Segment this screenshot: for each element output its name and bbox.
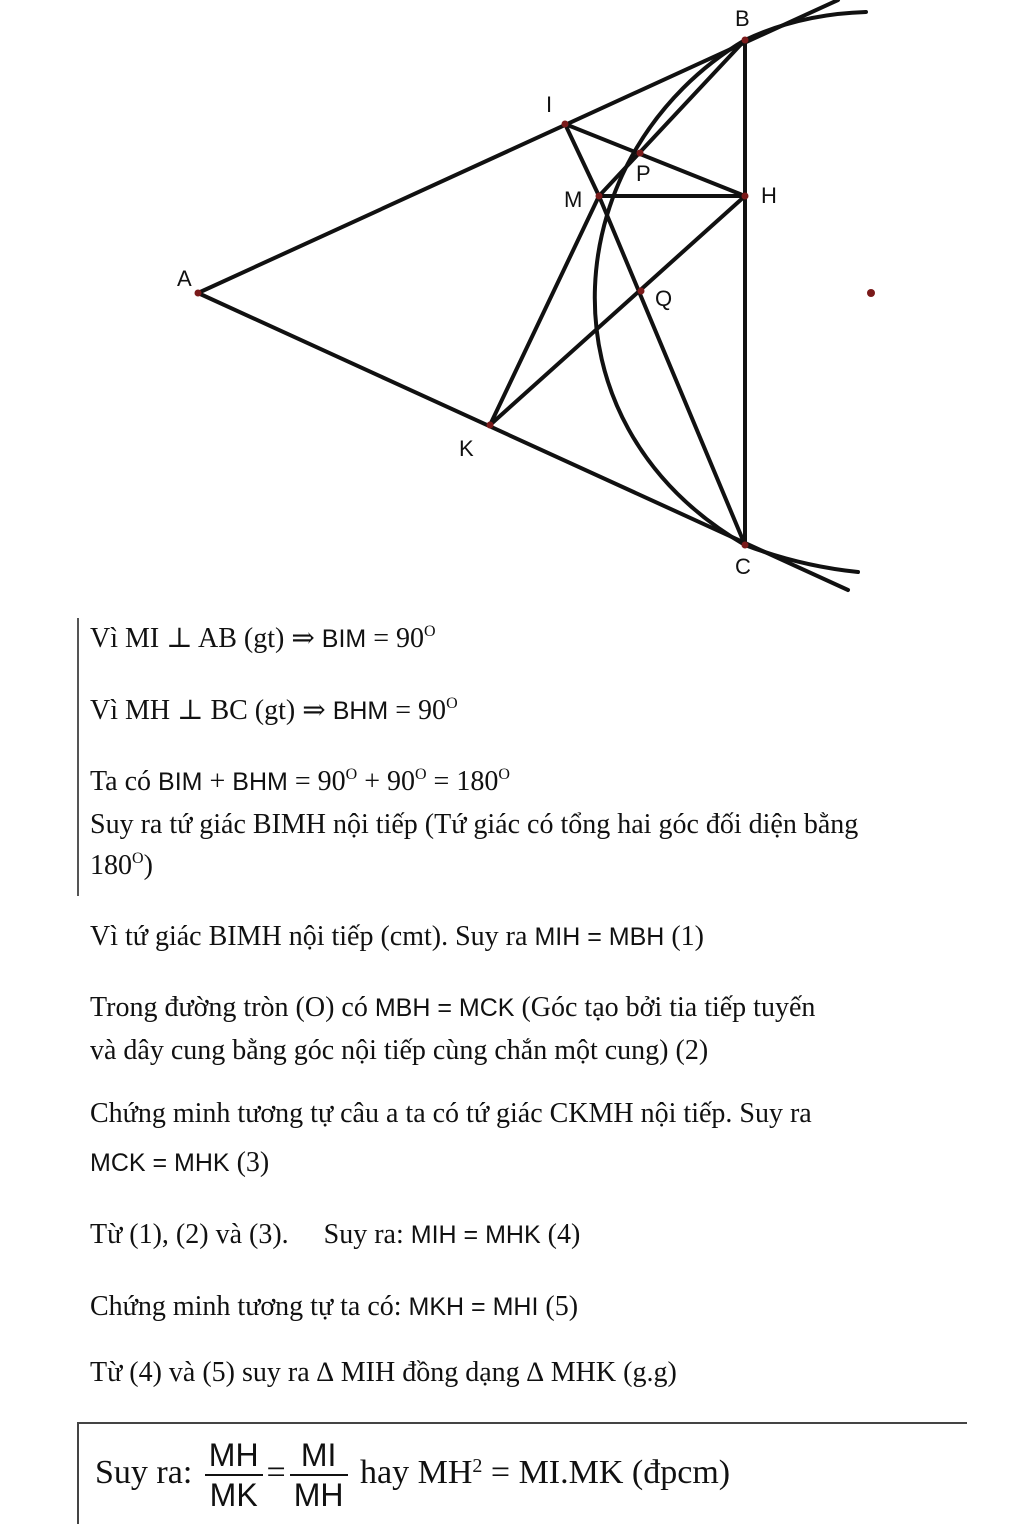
point-K xyxy=(487,422,494,429)
label-B: B xyxy=(735,6,750,31)
fraction-MH-MK: $\frac{MH}{MK}$ xyxy=(205,1436,263,1514)
proof-line-4: Suy ra tứ giác BIMH nội tiếp (Tứ giác có tổng hai góc đối diện bằng xyxy=(90,809,859,840)
point-P xyxy=(637,150,644,157)
proof-line-12: Chứng minh tương tự ta có: MKH = MHI (5) xyxy=(90,1291,579,1322)
proof-line-5: $180^O$) xyxy=(90,850,153,881)
proof-line-7: Trong đường tròn (O) có MBH = MCK (Góc tạo bởi tia tiếp tuyến xyxy=(90,992,816,1023)
proof-line-10: MCK = MHK (3) xyxy=(90,1147,270,1178)
point-B xyxy=(742,37,749,44)
proof-line-11: Từ (1), (2) và (3). Suy ra: MIH = MHK (4) xyxy=(90,1219,581,1250)
proof-line-13: Từ (4) và (5) suy ra ∆ MIH đồng dạng ∆ MHK (g.g) xyxy=(90,1357,677,1388)
point-A xyxy=(195,290,202,297)
label-M: M xyxy=(564,187,583,212)
left-bracket-bar xyxy=(77,618,79,896)
point-M xyxy=(596,193,603,200)
geometry-figure xyxy=(0,0,1024,600)
proof-line-8: và dây cung bằng góc nội tiếp cùng chắn một cung) (2) xyxy=(90,1035,709,1066)
proof-line-2: Vì MH ⊥ BC (gt) ⇒ BHM = $90^O$ xyxy=(90,695,458,726)
label-P: P xyxy=(636,161,651,186)
angle-BHM: BHM xyxy=(332,697,389,725)
point-Q xyxy=(638,288,645,295)
conclusion-line: Suy ra: $\frac{MH}{MK}$ = $\frac{MI}{MH}$ hay $MH^2 = MI.MK$ (đpcm) xyxy=(95,1437,731,1514)
label-A: A xyxy=(177,266,192,291)
point-I xyxy=(562,121,569,128)
segment-MC xyxy=(599,196,745,545)
proof-line-9: Chứng minh tương tự câu a ta có tứ giác CKMH nội tiếp. Suy ra xyxy=(90,1098,812,1129)
segment-KH xyxy=(490,196,745,425)
conclusion-box xyxy=(77,1422,967,1524)
label-I: I xyxy=(546,92,553,117)
point-C xyxy=(742,542,749,549)
fraction-MI-MH: $\frac{MI}{MH}$ xyxy=(290,1436,348,1514)
segment-MB xyxy=(599,40,745,196)
angle-BIM: BIM xyxy=(321,625,367,653)
proof-line-1: Vì MI ⊥ AB (gt) ⇒ BIM = $90^O$ xyxy=(90,623,436,654)
label-H: H xyxy=(761,183,777,208)
point-H xyxy=(742,193,749,200)
label-Q: Q xyxy=(655,286,673,311)
segment-MK xyxy=(490,196,599,425)
label-C: C xyxy=(735,554,751,579)
proof-line-3: Ta có BIM + BHM = $90^O + 90^O = 180^O$ xyxy=(90,766,510,797)
point-O xyxy=(867,289,875,297)
proof-line-6: Vì tứ giác BIMH nội tiếp (cmt). Suy ra MIH = MBH (1) xyxy=(90,921,704,952)
label-K: K xyxy=(459,436,474,461)
